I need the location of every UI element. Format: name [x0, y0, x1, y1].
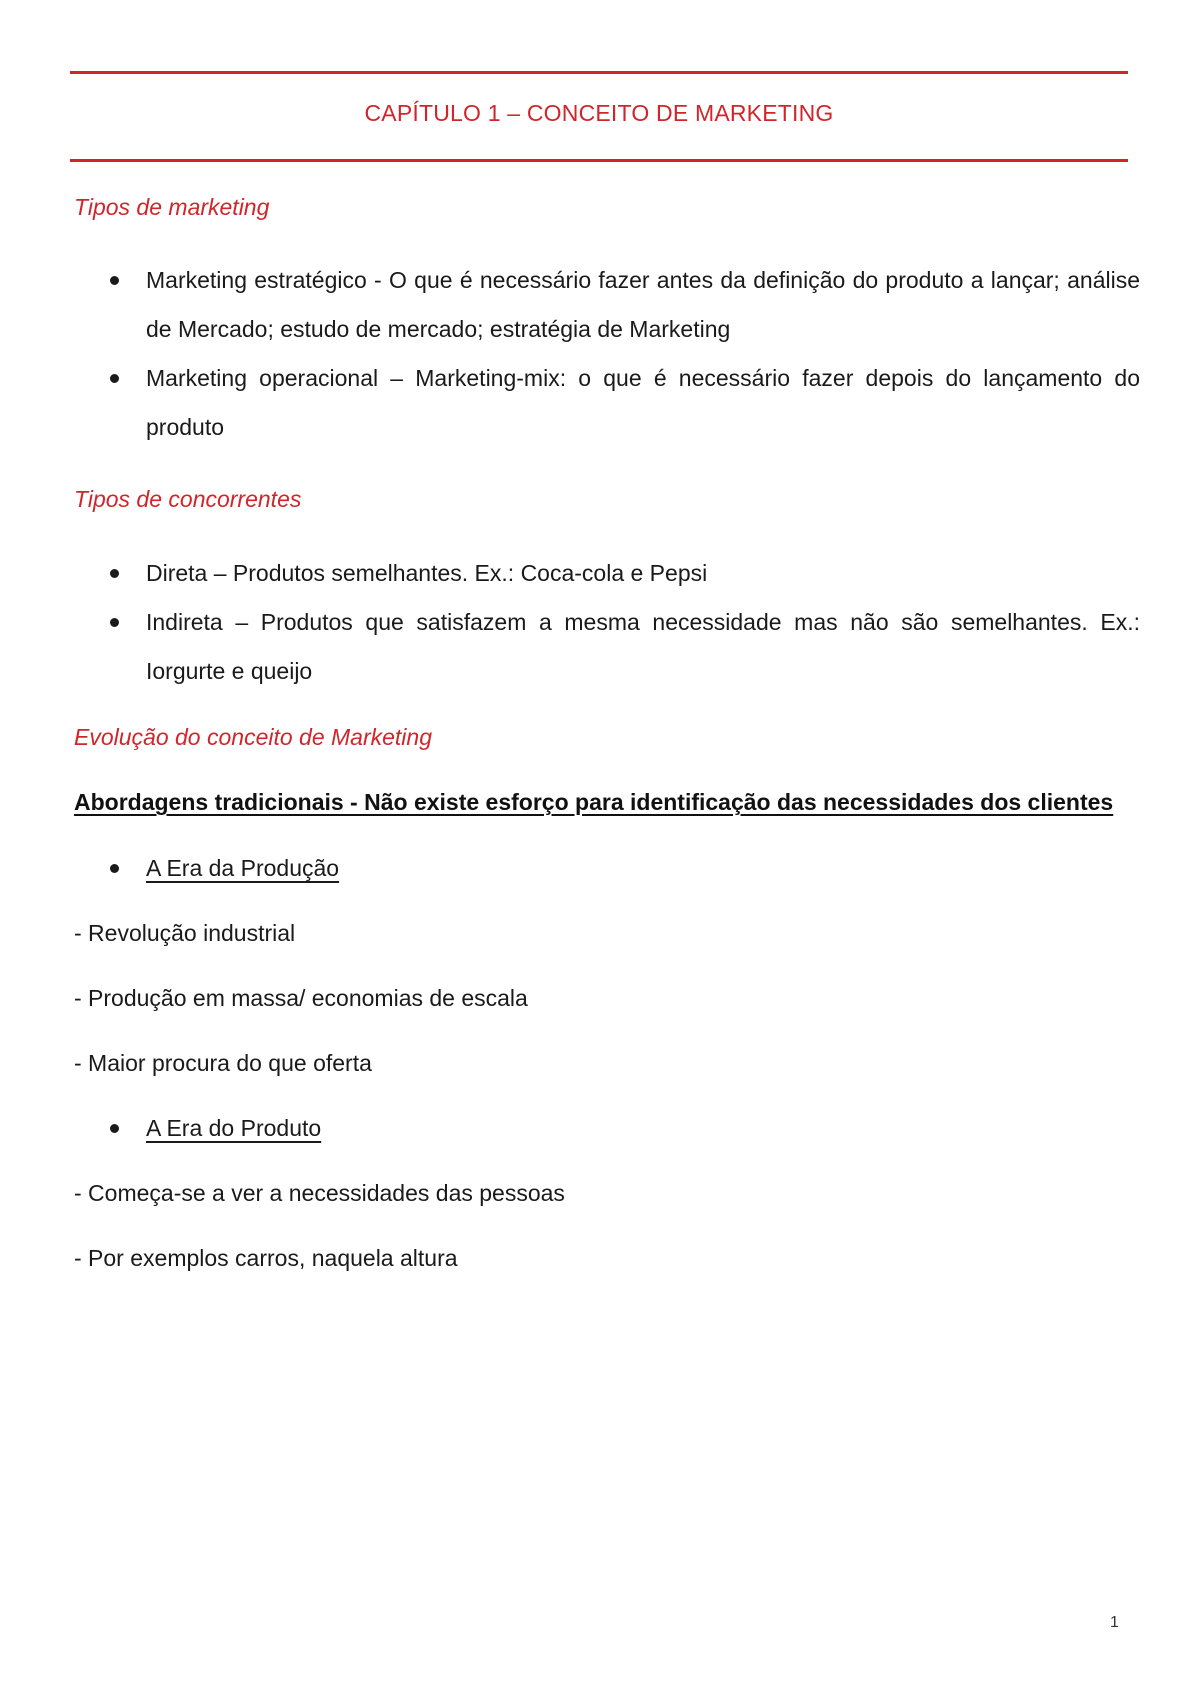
heading-evolucao-marketing: Evolução do conceito de Marketing	[74, 724, 432, 750]
heading-tipos-concorrentes: Tipos de concorrentes	[74, 486, 302, 512]
bullet-icon	[110, 1124, 119, 1133]
list-item-text: Direta – Produtos semelhantes. Ex.: Coca-cola e Pepsi	[146, 560, 708, 586]
chapter-top-rule	[70, 71, 1128, 74]
era-producao-line: - Produção em massa/ economias de escala	[74, 985, 528, 1011]
list-item	[74, 354, 1140, 452]
heading-tipos-marketing: Tipos de marketing	[74, 194, 270, 220]
bullet-icon	[110, 618, 119, 627]
era-produto-line: - Começa-se a ver a necessidades das pessoas	[74, 1180, 565, 1206]
list-item-text: Marketing estratégico - O que é necessário fazer antes da definição do produto a lançar; análise de Mercado; estudo de mercado; estratégia de Marketing	[146, 267, 1140, 342]
era-producao-label: A Era da Produção	[146, 855, 340, 881]
bullet-icon	[110, 374, 119, 383]
list-item	[74, 256, 1140, 354]
bullet-icon	[110, 569, 119, 578]
list-item	[74, 549, 1140, 598]
bullet-icon	[110, 276, 119, 285]
chapter-bottom-rule	[70, 159, 1128, 162]
era-producao-line: - Maior procura do que oferta	[74, 1050, 372, 1076]
abordagens-tradicionais: Abordagens tradicionais - Não existe esforço para identificação das necessidades dos clientes	[74, 789, 1114, 815]
era-produto-label: A Era do Produto	[146, 1115, 322, 1141]
list-item-text: Indireta – Produtos que satisfazem a mesma necessidade mas não são semelhantes. Ex.: Iorgurte e queijo	[146, 609, 1140, 684]
list-tipos-marketing	[74, 256, 1140, 452]
era-producao-item	[74, 853, 339, 883]
chapter-title: CAPÍTULO 1 – CONCEITO DE MARKETING	[364, 100, 834, 126]
list-item-text: Marketing operacional – Marketing-mix: o que é necessário fazer depois do lançamento do produto	[146, 365, 1140, 440]
list-item	[74, 598, 1140, 696]
era-produto-item	[74, 1113, 321, 1143]
page-number: 1	[1110, 1614, 1119, 1631]
list-tipos-concorrentes	[74, 549, 1140, 696]
era-producao-line: - Revolução industrial	[74, 920, 296, 946]
era-produto-line: - Por exemplos carros, naquela altura	[74, 1245, 458, 1271]
bullet-icon	[110, 864, 119, 873]
